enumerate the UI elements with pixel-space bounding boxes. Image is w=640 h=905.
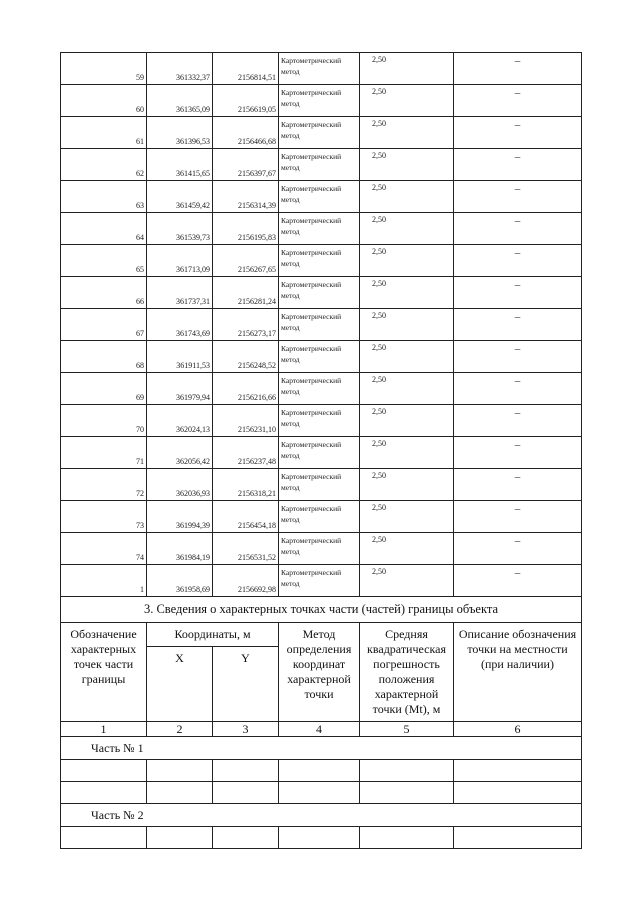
empty-cell	[454, 782, 582, 804]
method-cell: Картометрический метод	[279, 245, 360, 277]
point-row	[61, 533, 582, 565]
point-row	[61, 469, 582, 501]
part-1-label: Часть № 1	[61, 737, 582, 760]
points-body	[61, 53, 582, 597]
method-cell: Картометрический метод	[279, 181, 360, 213]
empty-cell	[454, 827, 582, 849]
point-row	[61, 341, 582, 373]
description-cell: –	[454, 501, 582, 533]
point-number: 63	[61, 181, 147, 213]
empty-row	[61, 760, 582, 782]
part-2-row	[61, 804, 582, 827]
description-cell: –	[454, 373, 582, 405]
method-cell: Картометрический метод	[279, 405, 360, 437]
point-number: 61	[61, 117, 147, 149]
accuracy-cell: 2,50	[360, 373, 454, 405]
empty-cell	[279, 827, 360, 849]
method-cell: Картометрический метод	[279, 437, 360, 469]
method-cell: Картометрический метод	[279, 117, 360, 149]
column-number: 6	[454, 722, 582, 737]
coordinate-x: 361979,94	[147, 373, 213, 405]
accuracy-cell: 2,50	[360, 309, 454, 341]
point-number: 60	[61, 85, 147, 117]
coordinate-y: 2156248,52	[213, 341, 279, 373]
method-cell: Картометрический метод	[279, 501, 360, 533]
point-row	[61, 53, 582, 85]
coordinate-y: 2156281,24	[213, 277, 279, 309]
empty-cell	[61, 827, 147, 849]
point-number: 62	[61, 149, 147, 181]
coordinate-x: 361713,09	[147, 245, 213, 277]
coordinate-x: 362056,42	[147, 437, 213, 469]
point-number: 74	[61, 533, 147, 565]
column-numbers-row	[61, 722, 582, 737]
point-row	[61, 309, 582, 341]
empty-cell	[61, 782, 147, 804]
coordinate-x: 362024,13	[147, 405, 213, 437]
empty-cell	[147, 760, 213, 782]
coordinate-x: 361332,37	[147, 53, 213, 85]
accuracy-cell: 2,50	[360, 85, 454, 117]
method-cell: Картометрический метод	[279, 341, 360, 373]
column-number: 2	[147, 722, 213, 737]
point-row	[61, 245, 582, 277]
point-number: 1	[61, 565, 147, 597]
header-method: Метод определения координат характерной точки	[279, 623, 360, 722]
coordinate-x: 361737,31	[147, 277, 213, 309]
accuracy-cell: 2,50	[360, 341, 454, 373]
column-number: 1	[61, 722, 147, 737]
accuracy-cell: 2,50	[360, 181, 454, 213]
empty-row	[61, 782, 582, 804]
document-sheet	[60, 52, 581, 849]
description-cell: –	[454, 149, 582, 181]
description-cell: –	[454, 437, 582, 469]
method-cell: Картометрический метод	[279, 277, 360, 309]
header-y: Y	[213, 647, 279, 722]
coordinate-y: 2156267,65	[213, 245, 279, 277]
description-cell: –	[454, 181, 582, 213]
point-number: 72	[61, 469, 147, 501]
coordinate-y: 2156814,51	[213, 53, 279, 85]
header-x: X	[147, 647, 213, 722]
method-cell: Картометрический метод	[279, 565, 360, 597]
section3-title-row	[61, 597, 582, 623]
point-number: 64	[61, 213, 147, 245]
coordinate-x: 361539,73	[147, 213, 213, 245]
empty-cell	[147, 782, 213, 804]
empty-cell	[279, 760, 360, 782]
point-number: 68	[61, 341, 147, 373]
point-number: 71	[61, 437, 147, 469]
coordinate-x: 361365,09	[147, 85, 213, 117]
column-number: 3	[213, 722, 279, 737]
point-row	[61, 405, 582, 437]
accuracy-cell: 2,50	[360, 245, 454, 277]
coordinate-y: 2156237,48	[213, 437, 279, 469]
section3-header-row	[61, 623, 582, 647]
point-number: 66	[61, 277, 147, 309]
method-cell: Картометрический метод	[279, 213, 360, 245]
method-cell: Картометрический метод	[279, 53, 360, 85]
empty-cell	[213, 827, 279, 849]
description-cell: –	[454, 277, 582, 309]
accuracy-cell: 2,50	[360, 469, 454, 501]
coordinate-x: 361396,53	[147, 117, 213, 149]
empty-row	[61, 827, 582, 849]
description-cell: –	[454, 341, 582, 373]
description-cell: –	[454, 245, 582, 277]
section3-title: 3. Сведения о характерных точках части (частей) границы объекта	[61, 597, 582, 623]
coordinate-y: 2156397,67	[213, 149, 279, 181]
empty-cell	[360, 827, 454, 849]
coordinate-y: 2156314,39	[213, 181, 279, 213]
method-cell: Картометрический метод	[279, 309, 360, 341]
method-cell: Картометрический метод	[279, 533, 360, 565]
part-2-label: Часть № 2	[61, 804, 582, 827]
point-number: 65	[61, 245, 147, 277]
boundary-points-table	[60, 52, 582, 849]
coordinate-y: 2156195,83	[213, 213, 279, 245]
description-cell: –	[454, 309, 582, 341]
empty-cell	[360, 760, 454, 782]
accuracy-cell: 2,50	[360, 277, 454, 309]
description-cell: –	[454, 85, 582, 117]
header-coordinates: Координаты, м	[147, 623, 279, 647]
empty-cell	[147, 827, 213, 849]
point-row	[61, 437, 582, 469]
empty-cell	[360, 782, 454, 804]
coordinate-y: 2156216,66	[213, 373, 279, 405]
coordinate-x: 361911,53	[147, 341, 213, 373]
header-accuracy: Средняя квадратическая погрешность положения характерной точки (Mt), м	[360, 623, 454, 722]
empty-cell	[213, 760, 279, 782]
method-cell: Картометрический метод	[279, 149, 360, 181]
point-number: 59	[61, 53, 147, 85]
accuracy-cell: 2,50	[360, 117, 454, 149]
coordinate-y: 2156318,21	[213, 469, 279, 501]
coordinate-x: 361415,65	[147, 149, 213, 181]
accuracy-cell: 2,50	[360, 501, 454, 533]
accuracy-cell: 2,50	[360, 533, 454, 565]
accuracy-cell: 2,50	[360, 565, 454, 597]
coordinate-x: 361984,19	[147, 533, 213, 565]
accuracy-cell: 2,50	[360, 53, 454, 85]
coordinate-y: 2156466,68	[213, 117, 279, 149]
point-row	[61, 565, 582, 597]
empty-cell	[454, 760, 582, 782]
part-1-row	[61, 737, 582, 760]
description-cell: –	[454, 565, 582, 597]
empty-cell	[213, 782, 279, 804]
accuracy-cell: 2,50	[360, 149, 454, 181]
description-cell: –	[454, 213, 582, 245]
point-number: 67	[61, 309, 147, 341]
coordinate-y: 2156531,52	[213, 533, 279, 565]
coordinate-y: 2156454,18	[213, 501, 279, 533]
coordinate-x: 361459,42	[147, 181, 213, 213]
description-cell: –	[454, 53, 582, 85]
method-cell: Картометрический метод	[279, 373, 360, 405]
accuracy-cell: 2,50	[360, 405, 454, 437]
description-cell: –	[454, 405, 582, 437]
point-row	[61, 373, 582, 405]
coordinate-x: 362036,93	[147, 469, 213, 501]
column-number: 5	[360, 722, 454, 737]
accuracy-cell: 2,50	[360, 437, 454, 469]
coordinate-y: 2156619,05	[213, 85, 279, 117]
point-row	[61, 117, 582, 149]
accuracy-cell: 2,50	[360, 213, 454, 245]
empty-cell	[61, 760, 147, 782]
point-number: 73	[61, 501, 147, 533]
point-row	[61, 85, 582, 117]
point-row	[61, 213, 582, 245]
description-cell: –	[454, 117, 582, 149]
point-row	[61, 181, 582, 213]
method-cell: Картометрический метод	[279, 469, 360, 501]
header-designation: Обозначение характерных точек части границы	[61, 623, 147, 722]
column-number: 4	[279, 722, 360, 737]
point-row	[61, 501, 582, 533]
method-cell: Картометрический метод	[279, 85, 360, 117]
header-description: Описание обозначения точки на местности (при наличии)	[454, 623, 582, 722]
point-row	[61, 277, 582, 309]
description-cell: –	[454, 533, 582, 565]
coordinate-x: 361743,69	[147, 309, 213, 341]
coordinate-x: 361994,39	[147, 501, 213, 533]
description-cell: –	[454, 469, 582, 501]
point-number: 70	[61, 405, 147, 437]
coordinate-y: 2156692,98	[213, 565, 279, 597]
coordinate-y: 2156273,17	[213, 309, 279, 341]
point-number: 69	[61, 373, 147, 405]
coordinate-x: 361958,69	[147, 565, 213, 597]
coordinate-y: 2156231,10	[213, 405, 279, 437]
point-row	[61, 149, 582, 181]
section3-body	[61, 597, 582, 849]
empty-cell	[279, 782, 360, 804]
